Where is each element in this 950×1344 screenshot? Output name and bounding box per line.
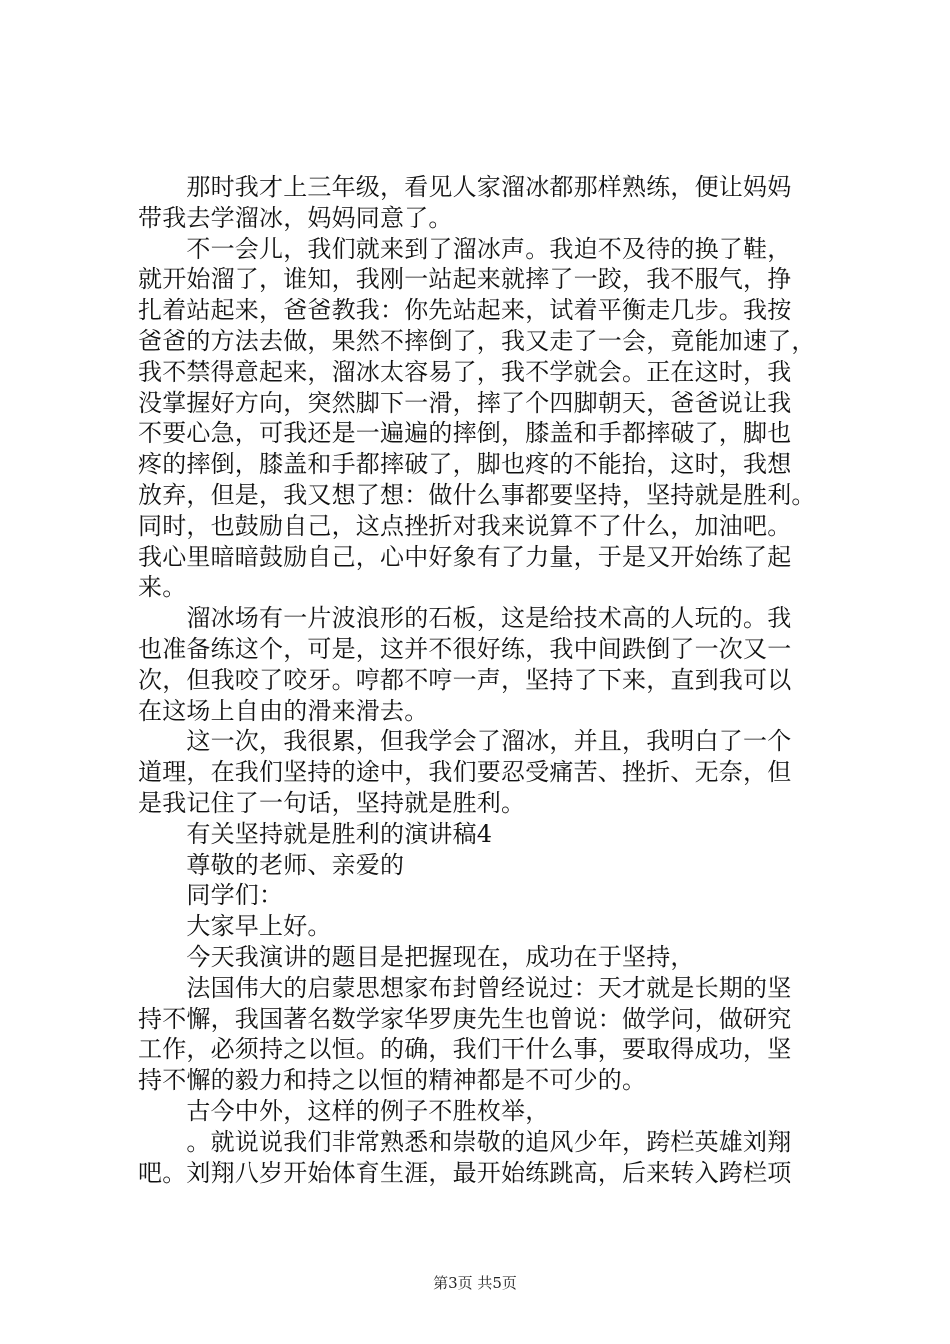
document-body — [138, 172, 838, 1188]
text-line: 那时我才上三年级，看见人家溜冰都那样熟练，便让妈妈 — [138, 173, 792, 201]
text-line: 吧。刘翔八岁开始体育生涯，最开始练跳高，后来转入跨栏项 — [138, 1158, 792, 1187]
greeting-line: 大家早上好。 — [138, 912, 332, 941]
text-line: 这一次，我很累，但我学会了溜冰，并且，我明白了一个 — [138, 727, 792, 756]
page-number-label: 第3页 共5页 — [433, 1274, 517, 1292]
salutation-line: 同学们： — [138, 881, 284, 910]
text-line: 我不禁得意起来，溜冰太容易了，我不学就会。正在这时，我 — [138, 357, 792, 386]
text-line: 古今中外，这样的例子不胜枚举， — [138, 1096, 550, 1125]
text-line: 也准备练这个，可是，这并不很好练，我中间跌倒了一次又一 — [138, 634, 792, 663]
text-line: 我心里暗暗鼓励自己，心中好象有了力量，于是又开始练了起 — [138, 542, 792, 571]
text-line: 就开始溜了，谁知，我刚一站起来就摔了一跤，我不服气，挣 — [138, 265, 792, 294]
page-footer — [0, 1273, 950, 1293]
text-line: 没掌握好方向，突然脚下一滑，摔了个四脚朝天，爸爸说让我 — [138, 388, 792, 417]
text-line: 同时，也鼓励自己，这点挫折对我来说算不了什么，加油吧。 — [138, 511, 792, 540]
text-line: 今天我演讲的题目是把握现在，成功在于坚持， — [138, 942, 695, 971]
text-line: 持不懈，我国著名数学家华罗庚先生也曾说：做学问，做研究 — [138, 1004, 792, 1033]
text-line: 不要心急，可我还是一遍遍的摔倒，膝盖和手都摔破了，脚也 — [138, 419, 792, 448]
text-line: 工作，必须持之以恒。的确，我们干什么事，要取得成功，坚 — [138, 1035, 792, 1064]
text-line: 来。 — [138, 573, 187, 602]
text-line: 。就说说我们非常熟悉和崇敬的追风少年，跨栏英雄刘翔 — [138, 1127, 792, 1156]
salutation-line: 尊敬的老师、亲爱的 — [138, 850, 405, 879]
text-line: 次，但我咬了咬牙。哼都不哼一声，坚持了下来，直到我可以 — [138, 665, 792, 694]
text-line: 在这场上自由的滑来滑去。 — [138, 696, 429, 725]
text-line: 疼的摔倒，膝盖和手都摔破了，脚也疼的不能抬，这时，我想 — [138, 450, 792, 479]
text-line: 扎着站起来，爸爸教我：你先站起来，试着平衡走几步。我按 — [138, 296, 792, 325]
text-line: 是我记住了一句话，坚持就是胜利。 — [138, 788, 526, 817]
heading-line: 有关坚持就是胜利的演讲稿4 — [138, 819, 493, 848]
text-line: 持不懈的毅力和持之以恒的精神都是不可少的。 — [138, 1066, 647, 1095]
text-line: 放弃，但是，我又想了想：做什么事都要坚持，坚持就是胜利。 — [138, 480, 816, 509]
text-line: 道理，在我们坚持的途中，我们要忍受痛苦、挫折、无奈，但 — [138, 758, 792, 787]
text-line: 溜冰场有一片波浪形的石板，这是给技术高的人玩的。我 — [138, 604, 792, 633]
text-line: 不一会儿，我们就来到了溜冰声。我迫不及待的换了鞋， — [138, 234, 792, 263]
text-line: 带我去学溜冰，妈妈同意了。 — [138, 203, 453, 232]
text-line: 爸爸的方法去做，果然不摔倒了，我又走了一会，竟能加速了， — [138, 326, 816, 355]
text-line: 法国伟大的启蒙思想家布封曾经说过：天才就是长期的坚 — [138, 973, 792, 1002]
